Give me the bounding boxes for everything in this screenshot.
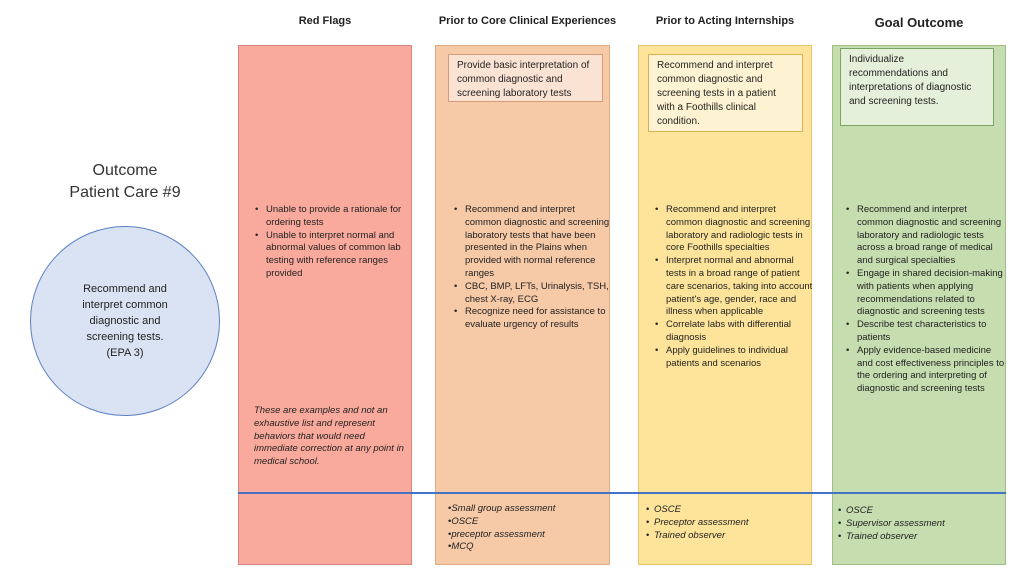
- header-core: Prior to Core Clinical Experiences: [438, 15, 617, 27]
- list-item: • Trained observer: [646, 530, 801, 543]
- list-item: • OSCE: [448, 516, 603, 529]
- core-summary-box: Provide basic interpretation of common diagnostic and screening laboratory tests: [448, 54, 603, 102]
- outcome-circle-text: [60, 281, 190, 361]
- column-red-flags: [238, 45, 412, 565]
- red-flags-note: These are examples and not an exhaustive list and represent behaviors that would need immediate correction at any point in medical school.: [254, 405, 404, 468]
- list-item: • Trained observer: [838, 531, 998, 544]
- acting-assessment-list: [646, 504, 801, 542]
- list-item: • preceptor assessment: [448, 529, 603, 542]
- circle-line: screening tests.: [86, 331, 164, 343]
- outcome-title-line1: Outcome: [92, 162, 158, 179]
- outcome-circle: [30, 226, 220, 416]
- circle-line: interpret common: [82, 299, 168, 311]
- list-item: • Supervisor assessment: [838, 518, 998, 531]
- list-item: • Recommend and interpret common diagnostic and screening laboratory and radiologic tests in core Foothills specialties: [664, 204, 814, 255]
- list-item: • Apply evidence-based medicine and cost effectiveness principles to the ordering and interpreting of diagnostic and screening tests: [855, 345, 1005, 396]
- list-item: • Small group assessment: [448, 503, 603, 516]
- list-item: • Recommend and interpret common diagnostic and screening laboratory tests that have been presented in the Plains when provided with normal reference ranges: [463, 204, 613, 281]
- header-red-flags: Red Flags: [298, 15, 352, 27]
- acting-list: [654, 204, 814, 370]
- list-item: • OSCE: [838, 505, 998, 518]
- outcome-title-line2: Patient Care #9: [69, 184, 181, 201]
- assessment-divider: [238, 492, 1006, 494]
- list-item: • Describe test characteristics to patients: [855, 319, 1005, 345]
- list-item: • MCQ: [448, 541, 603, 554]
- core-assessment-list: [448, 503, 603, 554]
- acting-summary-box: Recommend and interpret common diagnostic and screening tests in a patient with a Foothills clinical condition.: [648, 54, 803, 132]
- list-item: • Interpret normal and abnormal tests in a broad range of patient care scenarios, taking into account patient's age, gender, race and illness when applicable: [664, 255, 814, 319]
- list-item: • Engage in shared decision-making with patients when applying recommendations related to diagnostic and screening tests: [855, 268, 1005, 319]
- list-item: • Preceptor assessment: [646, 517, 801, 530]
- header-goal: Goal Outcome: [874, 15, 964, 30]
- header-acting: Prior to Acting Internships: [655, 15, 795, 27]
- list-item: • Recognize need for assistance to evaluate urgency of results: [463, 306, 613, 332]
- red-flags-list: [254, 204, 414, 281]
- goal-list: [845, 204, 1005, 396]
- list-item: • Unable to provide a rationale for ordering tests: [264, 204, 414, 230]
- circle-line: Recommend and: [83, 283, 167, 295]
- list-item: • Correlate labs with differential diagnosis: [664, 319, 814, 345]
- outcome-title: [40, 160, 210, 204]
- list-item: • Apply guidelines to individual patients and scenarios: [664, 345, 814, 371]
- list-item: • CBC, BMP, LFTs, Urinalysis, TSH, chest X-ray, ECG: [463, 281, 613, 307]
- list-item: • Unable to interpret normal and abnormal values of common lab testing with reference ranges provided: [264, 230, 414, 281]
- list-item: • OSCE: [646, 504, 801, 517]
- circle-line: diagnostic and: [89, 315, 161, 327]
- core-list: [453, 204, 613, 332]
- circle-line: (EPA 3): [106, 347, 144, 359]
- goal-summary-box: Individualize recommendations and interpretations of diagnostic and screening tests.: [840, 48, 994, 126]
- goal-assessment-list: [838, 505, 998, 543]
- list-item: • Recommend and interpret common diagnostic and screening laboratory and radiologic tests across a broad range of medical and surgical specialties: [855, 204, 1005, 268]
